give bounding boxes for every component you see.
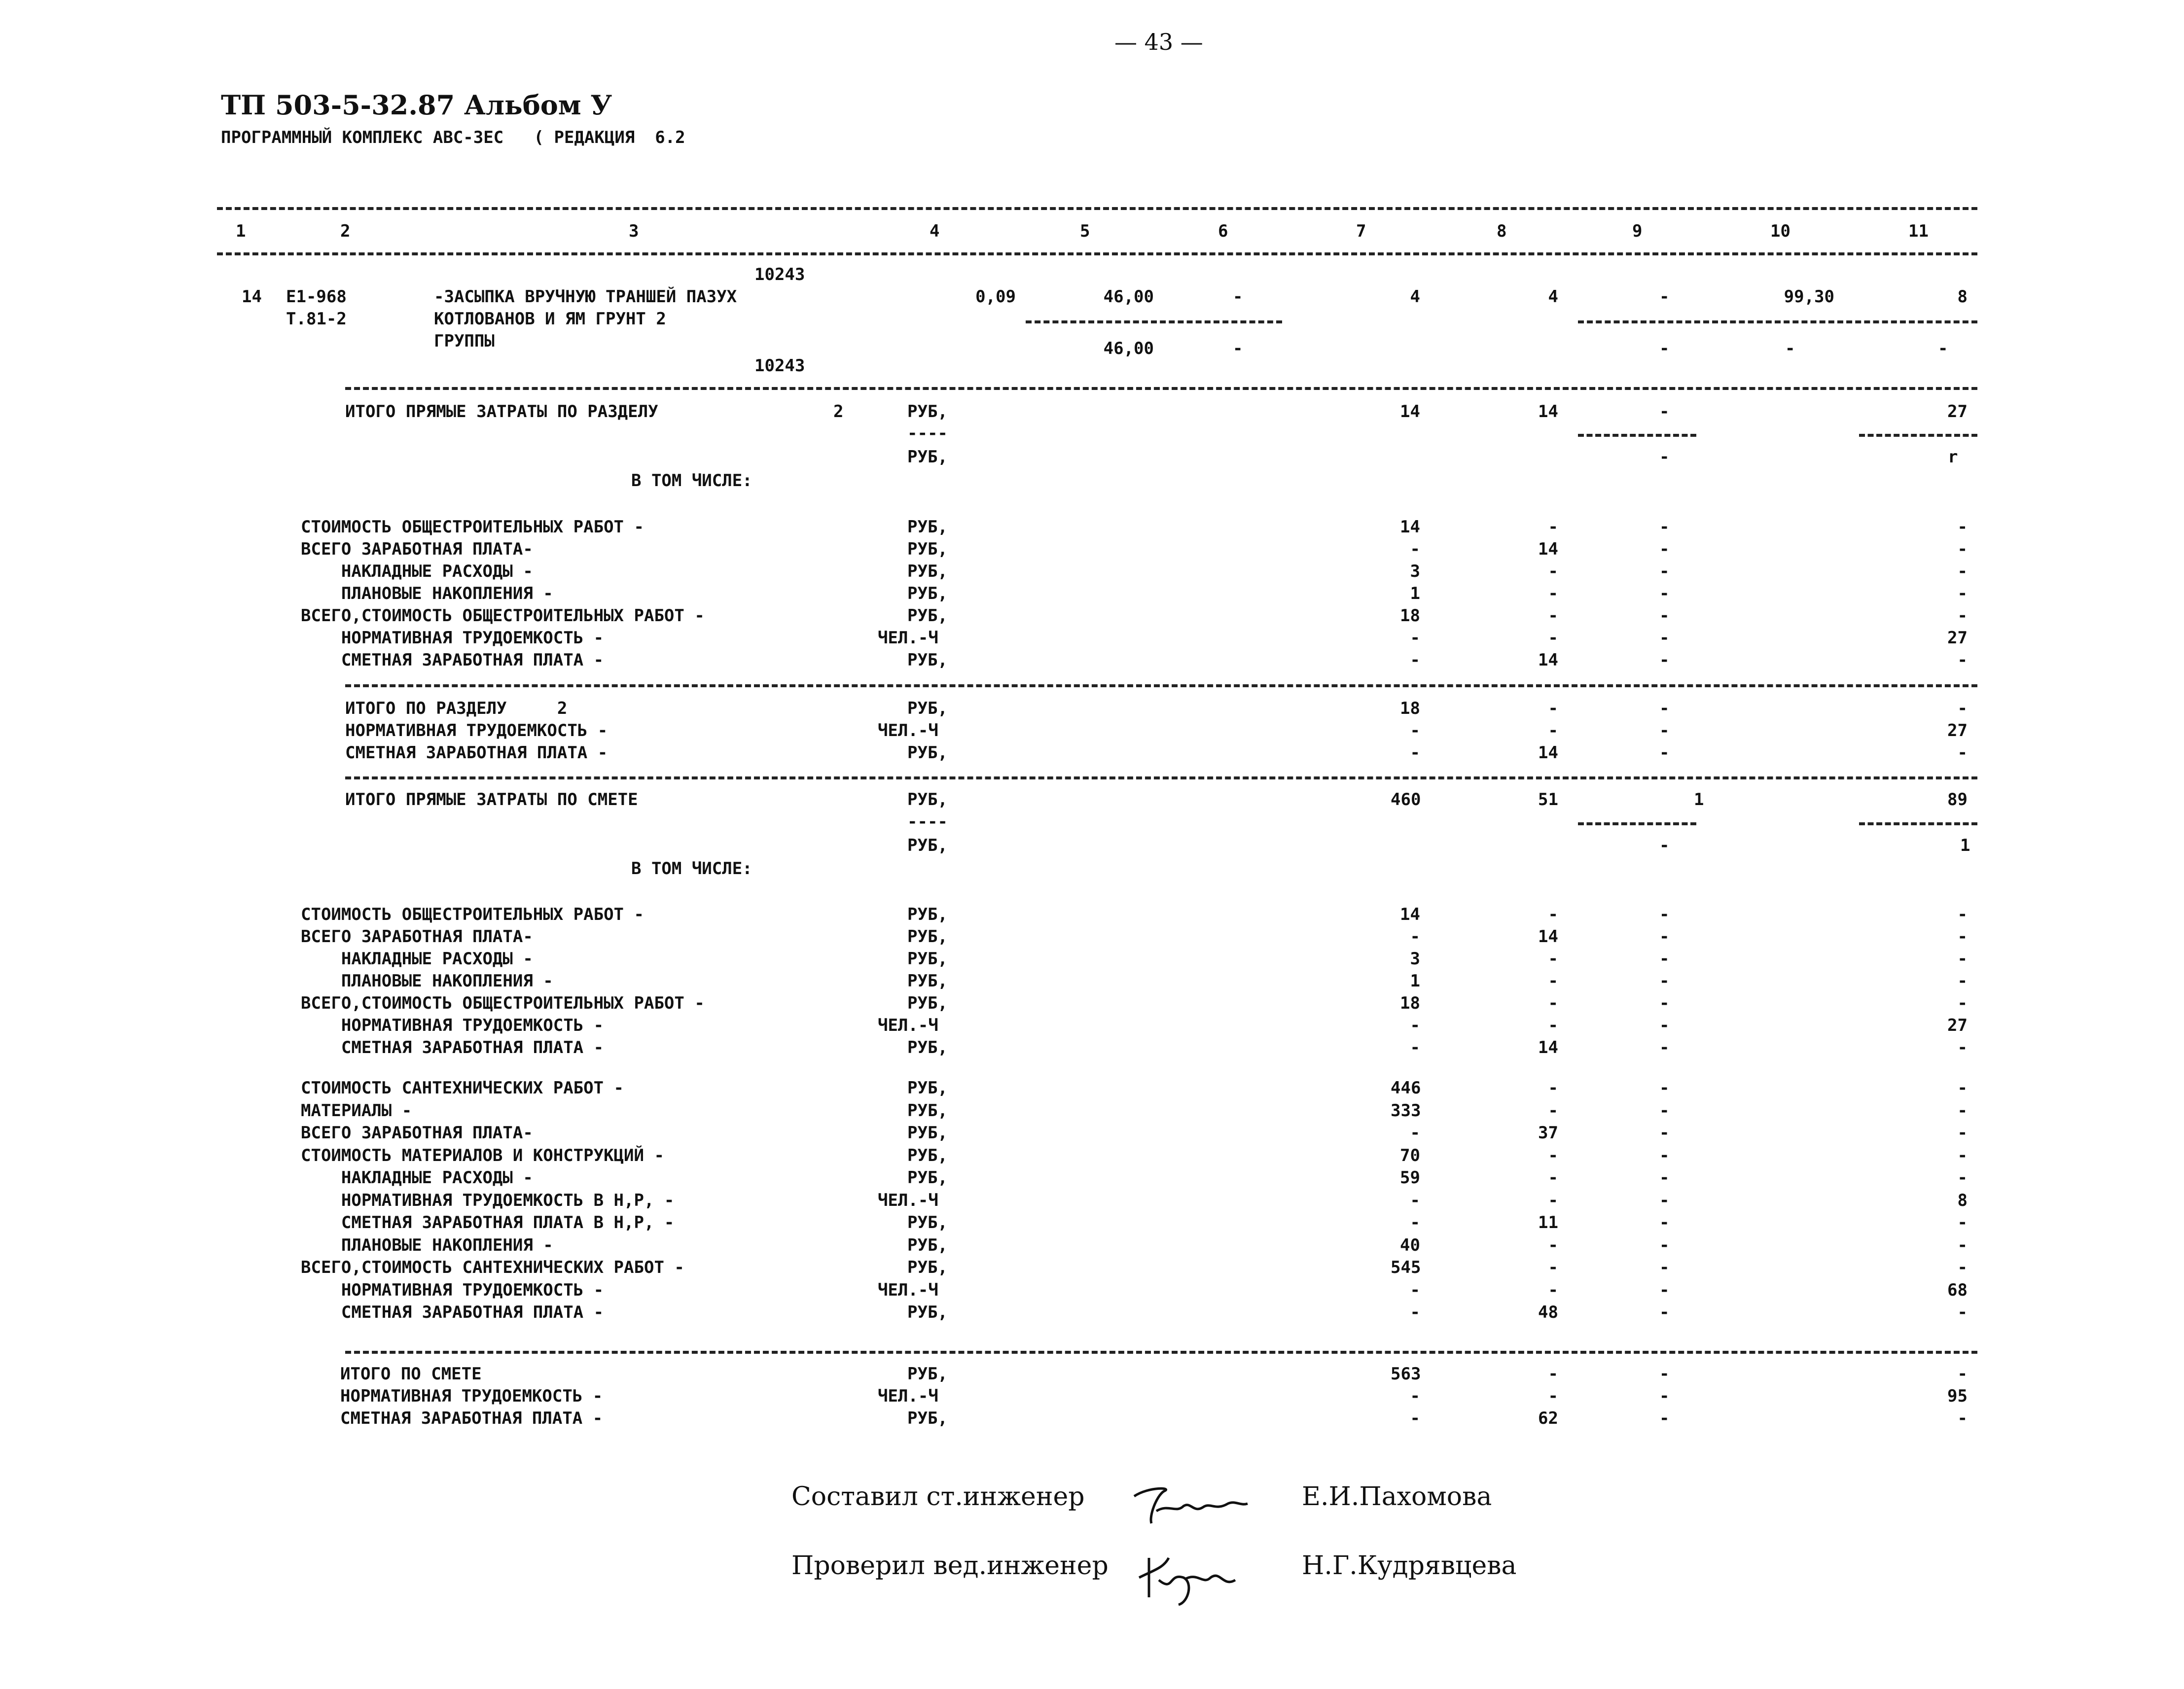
including-label: В ТОМ ЧИСЛЕ: — [631, 471, 752, 491]
row-col8: - — [1548, 517, 1558, 537]
row-col7: - — [1410, 1280, 1420, 1300]
section-col9-2: - — [1659, 447, 1670, 467]
row-label: НОРМАТИВНАЯ ТРУДОЕМКОСТЬ - — [340, 1386, 603, 1406]
row-label: ИТОГО ПО РАЗДЕЛУ 2 — [345, 699, 568, 718]
divider — [345, 776, 1977, 779]
estimate-col7: 460 — [1391, 790, 1421, 809]
row-col11: - — [1957, 971, 1968, 991]
row-col7: 1 — [1410, 584, 1420, 603]
row-col8: - — [1548, 1016, 1558, 1035]
row-col11: - — [1957, 949, 1968, 969]
row-col7: 70 — [1400, 1145, 1420, 1165]
row-col11: 8 — [1957, 1190, 1968, 1210]
item-description-2: КОТЛОВАНОВ И ЯМ ГРУНТ 2 — [434, 309, 666, 329]
item-col11: 8 — [1957, 287, 1968, 307]
row-col11: - — [1957, 1364, 1968, 1384]
row-label: НОРМАТИВНАЯ ТРУДОЕМКОСТЬ В Н,Р, - — [301, 1190, 675, 1210]
row-label: ПЛАНОВЫЕ НАКОПЛЕНИЯ - — [301, 971, 553, 991]
estimate-col9: 1 — [1694, 790, 1704, 809]
row-col7: - — [1410, 1213, 1420, 1232]
row-label: НАКЛАДНЫЕ РАСХОДЫ - — [301, 949, 533, 969]
row-unit: РУБ, — [907, 1408, 948, 1428]
row-col11: - — [1957, 1123, 1968, 1143]
row-col9: - — [1659, 927, 1670, 947]
column-header-3: 3 — [629, 221, 639, 241]
row-col7: - — [1410, 1302, 1420, 1322]
section-col11-2: r — [1948, 447, 1958, 467]
row-label: СТОИМОСТЬ ОБЩЕСТРОИТЕЛЬНЫХ РАБОТ - — [301, 517, 644, 537]
page-number: — 43 — — [1114, 29, 1203, 55]
row-label: НОРМАТИВНАЯ ТРУДОЕМКОСТЬ - — [301, 1016, 604, 1035]
row-col8: 14 — [1538, 743, 1558, 763]
row-col8: - — [1548, 1100, 1558, 1121]
column-header-4: 4 — [930, 221, 940, 241]
signature-1-scribble — [1129, 1477, 1253, 1531]
row-col9: - — [1659, 1190, 1670, 1210]
code-bottom: 10243 — [754, 356, 805, 376]
row-col7: - — [1410, 1038, 1420, 1057]
row-label: НОРМАТИВНАЯ ТРУДОЕМКОСТЬ - — [301, 1280, 604, 1300]
row-col8: 14 — [1538, 1038, 1558, 1057]
row-col11: - — [1957, 1038, 1968, 1057]
item-row2-col11: - — [1938, 339, 1948, 358]
row-unit: РУБ, — [907, 1258, 948, 1277]
row-unit: РУБ, — [907, 949, 948, 969]
row-col8: - — [1548, 971, 1558, 991]
row-label: ВСЕГО ЗАРАБОТНАЯ ПЛАТА- — [301, 927, 533, 947]
row-label: ВСЕГО,СТОИМОСТЬ ОБЩЕСТРОИТЕЛЬНЫХ РАБОТ - — [301, 606, 705, 626]
row-col11: - — [1957, 539, 1968, 559]
row-unit: ЧЕЛ.-Ч — [878, 721, 938, 740]
row-col11: - — [1957, 993, 1968, 1013]
row-col9: - — [1659, 993, 1670, 1013]
row-col9: - — [1659, 971, 1670, 991]
including-label-2: В ТОМ ЧИСЛЕ: — [631, 859, 752, 879]
section-col7: 14 — [1400, 402, 1420, 422]
row-col8: 62 — [1538, 1408, 1558, 1428]
row-label: ПЛАНОВЫЕ НАКОПЛЕНИЯ - — [301, 1235, 553, 1255]
item-col7: 4 — [1410, 287, 1420, 307]
row-col7: 40 — [1400, 1235, 1420, 1255]
compiled-by-role: Составил ст.инженер — [791, 1482, 1085, 1512]
row-unit: РУБ, — [907, 1145, 948, 1165]
row-col7: 3 — [1410, 949, 1420, 969]
row-col7: - — [1410, 1016, 1420, 1035]
row-label: НАКЛАДНЫЕ РАСХОДЫ - — [301, 562, 533, 581]
row-col11: - — [1957, 562, 1968, 581]
row-col8: - — [1548, 1280, 1558, 1300]
row-col9: - — [1659, 905, 1670, 924]
row-unit: ЧЕЛ.-Ч — [878, 628, 938, 648]
row-col11: - — [1957, 1168, 1968, 1188]
row-label: СМЕТНАЯ ЗАРАБОТНАЯ ПЛАТА - — [301, 1038, 604, 1057]
program-title: ПРОГРАММНЫЙ КОМПЛЕКС АВС-ЗЕС ( РЕДАКЦИЯ 6.2 — [221, 128, 685, 147]
section-unit: РУБ, — [907, 402, 948, 422]
row-unit: РУБ, — [907, 1100, 948, 1121]
column-header-9: 9 — [1632, 221, 1643, 241]
item-col10: 99,30 — [1784, 287, 1834, 307]
section-col8: 14 — [1538, 402, 1558, 422]
row-unit: РУБ, — [907, 971, 948, 991]
signature-2-scribble — [1129, 1543, 1253, 1612]
row-col8: - — [1548, 1258, 1558, 1277]
row-unit: РУБ, — [907, 1364, 948, 1384]
divider — [1578, 822, 1696, 825]
row-col8: 14 — [1538, 650, 1558, 670]
row-label: СМЕТНАЯ ЗАРАБОТНАЯ ПЛАТА - — [301, 650, 604, 670]
item-code-2: Т.81-2 — [286, 309, 347, 329]
row-label: ВСЕГО ЗАРАБОТНАЯ ПЛАТА- — [301, 539, 533, 559]
row-col8: 14 — [1538, 927, 1558, 947]
row-col11: 27 — [1947, 721, 1968, 740]
row-col11: - — [1957, 606, 1968, 626]
row-col7: - — [1410, 628, 1420, 648]
row-col9: - — [1659, 1145, 1670, 1165]
item-description-1: -ЗАСЫПКА ВРУЧНУЮ ТРАНШЕЙ ПАЗУХ — [434, 287, 737, 307]
row-col11: - — [1957, 1408, 1968, 1428]
row-col9: - — [1659, 628, 1670, 648]
divider — [345, 684, 1977, 687]
row-col9: - — [1659, 1100, 1670, 1121]
checked-by-name: Н.Г.Кудрявцева — [1302, 1551, 1517, 1581]
row-col7: 3 — [1410, 562, 1420, 581]
row-col11: 27 — [1947, 628, 1968, 648]
item-row2-col10: - — [1785, 339, 1795, 358]
row-label: НОРМАТИВНАЯ ТРУДОЕМКОСТЬ - — [345, 721, 608, 740]
row-col8: - — [1548, 606, 1558, 626]
row-unit: РУБ, — [907, 539, 948, 559]
row-col11: 68 — [1947, 1280, 1968, 1300]
row-label: СМЕТНАЯ ЗАРАБОТНАЯ ПЛАТА - — [345, 743, 608, 763]
row-col9: - — [1659, 1168, 1670, 1188]
row-col7: 14 — [1400, 905, 1420, 924]
row-col8: - — [1548, 905, 1558, 924]
row-col7: - — [1410, 1190, 1420, 1210]
row-col7: 59 — [1400, 1168, 1420, 1188]
row-col11: - — [1957, 1302, 1968, 1322]
column-header-6: 6 — [1218, 221, 1228, 241]
row-col9: - — [1659, 539, 1670, 559]
row-col11: - — [1957, 927, 1968, 947]
row-unit: РУБ, — [907, 1302, 948, 1322]
row-col9: - — [1659, 1123, 1670, 1143]
row-unit: РУБ, — [907, 1235, 948, 1255]
row-col11: - — [1957, 1258, 1968, 1277]
column-header-11: 11 — [1908, 221, 1929, 241]
row-label: ПЛАНОВЫЕ НАКОПЛЕНИЯ - — [301, 584, 553, 603]
section-unit-dash: ---- — [907, 423, 948, 443]
item-col4: 0,09 — [975, 287, 1016, 307]
row-col8: - — [1548, 1078, 1558, 1098]
estimate-total-title: ИТОГО ПРЯМЫЕ ЗАТРАТЫ ПО СМЕТЕ — [345, 790, 638, 809]
row-col7: 1 — [1410, 971, 1420, 991]
column-header-1: 1 — [236, 221, 246, 241]
divider — [217, 252, 1977, 255]
row-unit: РУБ, — [907, 606, 948, 626]
row-col7: 333 — [1391, 1100, 1421, 1121]
row-unit: ЧЕЛ.-Ч — [878, 1190, 938, 1210]
item-number: 14 — [242, 287, 262, 307]
row-col7: - — [1410, 743, 1420, 763]
row-unit: РУБ, — [907, 699, 948, 718]
row-col9: - — [1659, 1302, 1670, 1322]
row-col7: - — [1410, 1408, 1420, 1428]
row-col9: - — [1659, 562, 1670, 581]
row-col8: - — [1548, 993, 1558, 1013]
compiled-by-name: Е.И.Пахомова — [1302, 1482, 1492, 1512]
section-col9: - — [1659, 402, 1670, 422]
row-col9: - — [1659, 606, 1670, 626]
estimate-unit-2: РУБ, — [907, 836, 948, 855]
estimate-col11-2: 1 — [1960, 836, 1970, 855]
row-label: НАКЛАДНЫЕ РАСХОДЫ - — [301, 1168, 533, 1188]
row-unit: РУБ, — [907, 993, 948, 1013]
row-label: ИТОГО ПО СМЕТЕ — [340, 1364, 482, 1384]
row-col7: - — [1410, 927, 1420, 947]
section-total-title: ИТОГО ПРЯМЫЕ ЗАТРАТЫ ПО РАЗДЕЛУ — [345, 402, 658, 422]
row-label: СТОИМОСТЬ ОБЩЕСТРОИТЕЛЬНЫХ РАБОТ - — [301, 905, 644, 924]
estimate-col9-2: - — [1659, 836, 1670, 855]
row-unit: ЧЕЛ.-Ч — [878, 1016, 938, 1035]
row-unit: РУБ, — [907, 1213, 948, 1232]
row-col11: 95 — [1947, 1386, 1968, 1406]
row-col7: - — [1410, 539, 1420, 559]
code-top: 10243 — [754, 265, 805, 284]
row-label: СТОИМОСТЬ САНТЕХНИЧЕСКИХ РАБОТ - — [301, 1078, 624, 1098]
document-id: ТП 503-5-32.87 Альбом У — [221, 89, 612, 121]
row-col9: - — [1659, 517, 1670, 537]
row-col7: 545 — [1391, 1258, 1421, 1277]
row-col9: - — [1659, 1364, 1670, 1384]
item-row2-col5: 46,00 — [1103, 339, 1154, 358]
row-unit: РУБ, — [907, 517, 948, 537]
row-col8: - — [1548, 1364, 1558, 1384]
row-label: ВСЕГО,СТОИМОСТЬ ОБЩЕСТРОИТЕЛЬНЫХ РАБОТ - — [301, 993, 705, 1013]
column-header-2: 2 — [340, 221, 351, 241]
row-unit: РУБ, — [907, 584, 948, 603]
row-col11: - — [1957, 743, 1968, 763]
divider — [345, 387, 1977, 390]
row-unit: РУБ, — [907, 1168, 948, 1188]
row-unit: РУБ, — [907, 1123, 948, 1143]
row-col9: - — [1659, 743, 1670, 763]
divider — [1859, 434, 1977, 437]
row-unit: РУБ, — [907, 905, 948, 924]
row-col9: - — [1659, 1235, 1670, 1255]
row-col11: - — [1957, 1100, 1968, 1121]
checked-by-role: Проверил вед.инженер — [791, 1551, 1109, 1581]
row-col7: 563 — [1391, 1364, 1421, 1384]
row-label: ВСЕГО ЗАРАБОТНАЯ ПЛАТА- — [301, 1123, 533, 1143]
row-col9: - — [1659, 1408, 1670, 1428]
divider — [1859, 822, 1977, 825]
row-label: СМЕТНАЯ ЗАРАБОТНАЯ ПЛАТА - — [340, 1408, 603, 1428]
row-col9: - — [1659, 1078, 1670, 1098]
row-col11: - — [1957, 650, 1968, 670]
column-header-7: 7 — [1356, 221, 1366, 241]
row-unit: ЧЕЛ.-Ч — [878, 1280, 938, 1300]
item-row2-col6: - — [1233, 339, 1243, 358]
row-col7: 18 — [1400, 606, 1420, 626]
row-col8: - — [1548, 1235, 1558, 1255]
row-col11: - — [1957, 584, 1968, 603]
row-col9: - — [1659, 584, 1670, 603]
section-number: 2 — [833, 402, 844, 422]
row-col9: - — [1659, 1258, 1670, 1277]
row-unit: РУБ, — [907, 1078, 948, 1098]
row-label: ВСЕГО,СТОИМОСТЬ САНТЕХНИЧЕСКИХ РАБОТ - — [301, 1258, 684, 1277]
row-col8: 14 — [1538, 539, 1558, 559]
item-col5: 46,00 — [1103, 287, 1154, 307]
row-col7: - — [1410, 721, 1420, 740]
row-col7: 18 — [1400, 993, 1420, 1013]
row-col8: 37 — [1538, 1123, 1558, 1143]
row-col9: - — [1659, 650, 1670, 670]
row-col8: - — [1548, 721, 1558, 740]
column-header-8: 8 — [1497, 221, 1507, 241]
item-col9: - — [1659, 287, 1670, 307]
row-col8: - — [1548, 1145, 1558, 1165]
row-label: МАТЕРИАЛЫ - — [301, 1100, 412, 1121]
divider — [345, 1351, 1977, 1354]
section-col11: 27 — [1947, 402, 1968, 422]
row-col9: - — [1659, 699, 1670, 718]
row-col8: - — [1548, 949, 1558, 969]
row-col8: - — [1548, 1386, 1558, 1406]
divider — [1578, 320, 1977, 323]
row-unit: РУБ, — [907, 562, 948, 581]
item-description-3: ГРУППЫ — [434, 331, 495, 351]
divider — [1578, 434, 1696, 437]
item-col8: 4 — [1548, 287, 1558, 307]
row-col9: - — [1659, 1016, 1670, 1035]
estimate-col8: 51 — [1538, 790, 1558, 809]
column-header-5: 5 — [1080, 221, 1090, 241]
row-unit: РУБ, — [907, 743, 948, 763]
item-row2-col9: - — [1659, 339, 1670, 358]
row-label: НОРМАТИВНАЯ ТРУДОЕМКОСТЬ - — [301, 628, 604, 648]
item-code: Е1-968 — [286, 287, 347, 307]
row-col8: - — [1548, 562, 1558, 581]
column-header-10: 10 — [1770, 221, 1790, 241]
row-col7: 446 — [1391, 1078, 1421, 1098]
row-col8: - — [1548, 584, 1558, 603]
row-col8: - — [1548, 699, 1558, 718]
row-col9: - — [1659, 1280, 1670, 1300]
row-unit: РУБ, — [907, 927, 948, 947]
row-col8: - — [1548, 628, 1558, 648]
row-col9: - — [1659, 949, 1670, 969]
row-col11: - — [1957, 905, 1968, 924]
row-unit: ЧЕЛ.-Ч — [878, 1386, 938, 1406]
row-col11: - — [1957, 699, 1968, 718]
row-col8: 11 — [1538, 1213, 1558, 1232]
row-col8: - — [1548, 1168, 1558, 1188]
row-col11: - — [1957, 1145, 1968, 1165]
row-col11: - — [1957, 1213, 1968, 1232]
row-col7: - — [1410, 1386, 1420, 1406]
row-col9: - — [1659, 1386, 1670, 1406]
row-col9: - — [1659, 1213, 1670, 1232]
row-col7: - — [1410, 650, 1420, 670]
estimate-unit: РУБ, — [907, 790, 948, 809]
row-col11: - — [1957, 1235, 1968, 1255]
row-col7: 14 — [1400, 517, 1420, 537]
section-unit-2: РУБ, — [907, 447, 948, 467]
row-col8: - — [1548, 1190, 1558, 1210]
estimate-col11: 89 — [1947, 790, 1968, 809]
row-col11: - — [1957, 517, 1968, 537]
row-col8: 48 — [1538, 1302, 1558, 1322]
row-col7: - — [1410, 1123, 1420, 1143]
divider — [217, 207, 1977, 210]
row-label: СМЕТНАЯ ЗАРАБОТНАЯ ПЛАТА В Н,Р, - — [301, 1213, 675, 1232]
estimate-unit-dash: ---- — [907, 812, 948, 832]
row-col9: - — [1659, 721, 1670, 740]
row-label: СТОИМОСТЬ МАТЕРИАЛОВ И КОНСТРУКЦИЙ - — [301, 1145, 664, 1165]
row-col9: - — [1659, 1038, 1670, 1057]
row-unit: РУБ, — [907, 1038, 948, 1057]
row-unit: РУБ, — [907, 650, 948, 670]
row-label: СМЕТНАЯ ЗАРАБОТНАЯ ПЛАТА - — [301, 1302, 604, 1322]
row-col11: - — [1957, 1078, 1968, 1098]
divider — [1026, 320, 1282, 323]
row-col11: 27 — [1947, 1016, 1968, 1035]
item-col6: - — [1233, 287, 1243, 307]
row-col7: 18 — [1400, 699, 1420, 718]
